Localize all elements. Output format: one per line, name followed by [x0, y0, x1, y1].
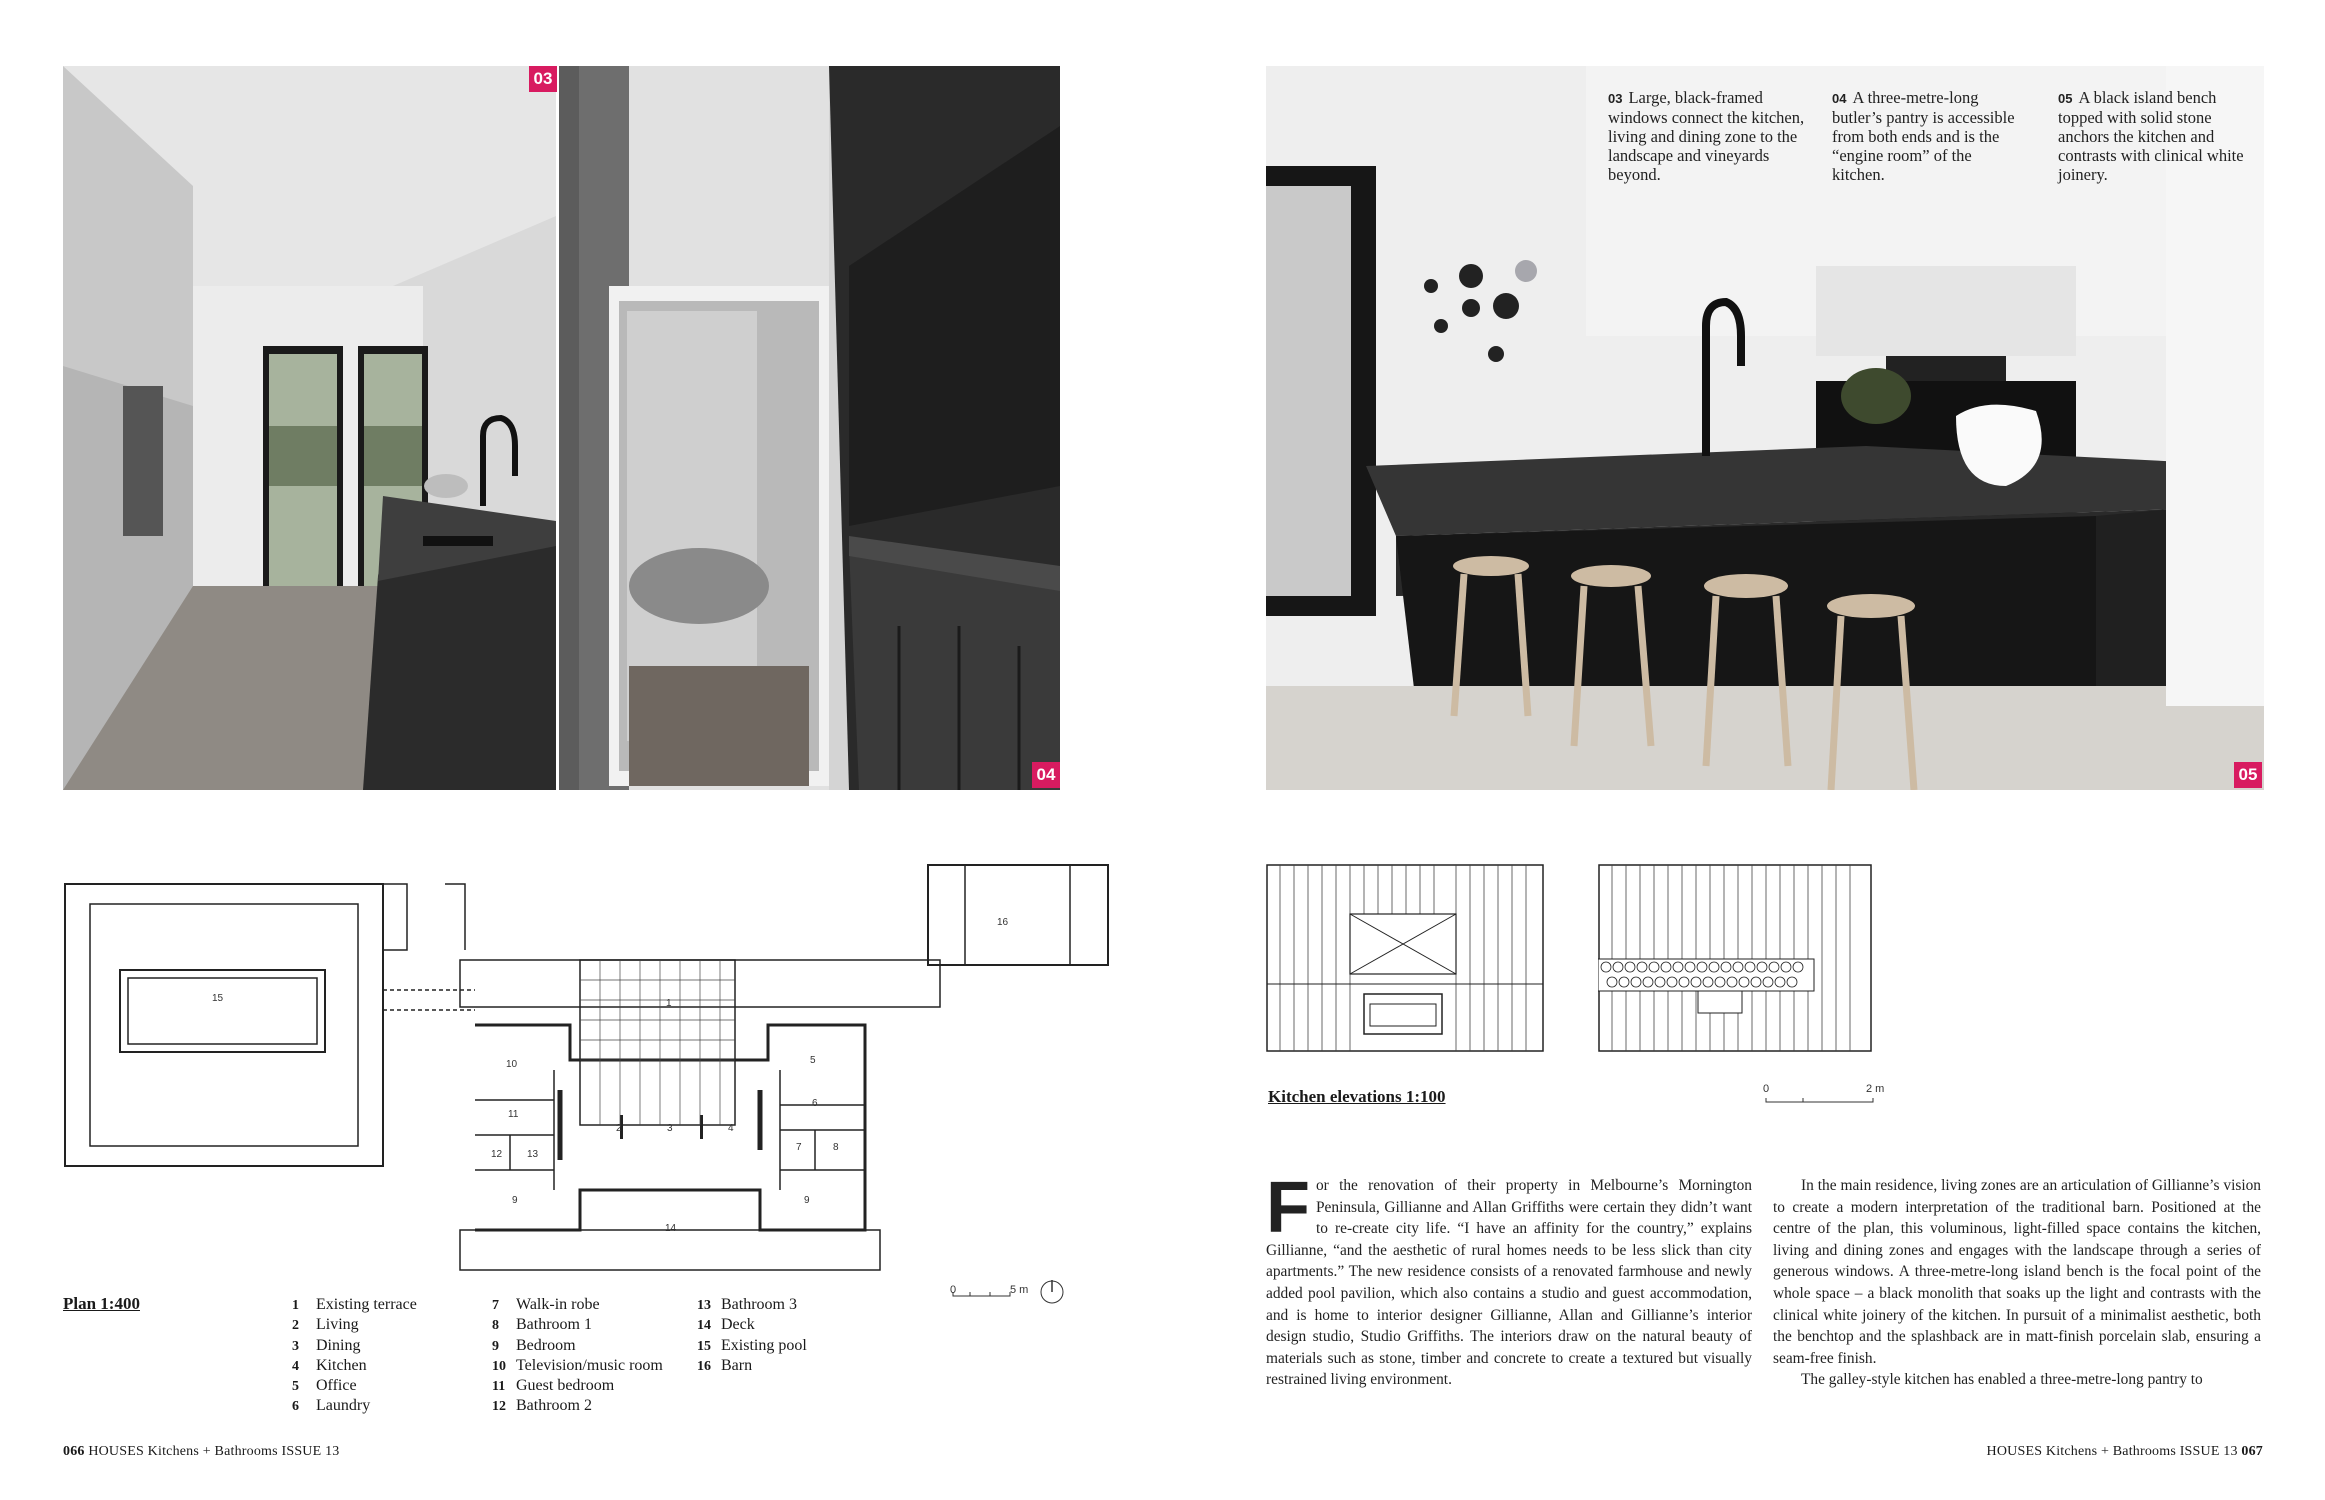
legend-num: 5 [292, 1379, 299, 1395]
photo-03-galley-kitchen [63, 66, 556, 790]
legend-label: Living [316, 1316, 359, 1334]
legend-label: Bathroom 2 [516, 1397, 592, 1415]
legend-label: Existing pool [721, 1336, 807, 1354]
room-num-7: 7 [796, 1142, 802, 1153]
legend-num: 8 [492, 1318, 499, 1334]
folio-left-page-number: 066 [63, 1444, 85, 1459]
plan-scale-start: 0 [950, 1284, 957, 1296]
caption-03-text: Large, black-framed windows connect the kitchen, living and dining zone to the landscape and vineyards beyond. [1608, 88, 1805, 184]
plan-title: Plan 1:400 [63, 1294, 140, 1313]
legend-num: 15 [697, 1338, 711, 1354]
room-num-3: 3 [667, 1123, 673, 1134]
floor-plan-drawing [60, 860, 1120, 1280]
elevations-title: Kitchen elevations 1:100 [1268, 1087, 1446, 1106]
legend-num: 2 [292, 1318, 299, 1334]
room-num-9-left: 9 [512, 1195, 518, 1206]
legend-num: 10 [492, 1358, 506, 1374]
legend-item [492, 1376, 663, 1396]
room-num-11: 11 [508, 1109, 519, 1120]
legend-item [492, 1356, 663, 1376]
legend-item [292, 1356, 417, 1376]
legend-label: Bedroom [516, 1336, 576, 1354]
legend-label: Laundry [316, 1397, 371, 1415]
photo-badge-05: 05 [2234, 762, 2262, 788]
legend-item [492, 1336, 663, 1356]
caption-03 [1608, 88, 1808, 184]
legend-num: 16 [697, 1358, 711, 1374]
legend-item [492, 1396, 663, 1416]
room-num-4: 4 [728, 1123, 734, 1134]
caption-05-number: 05 [2058, 91, 2073, 106]
caption-05-text: A black island bench topped with solid stone anchors the kitchen and contrasts with clinical white joinery. [2058, 88, 2244, 184]
article-dropcap: F [1266, 1168, 1310, 1248]
legend-num: 4 [292, 1358, 299, 1374]
room-num-12: 12 [491, 1149, 503, 1160]
legend-item [697, 1356, 807, 1376]
room-num-14: 14 [665, 1223, 677, 1234]
legend-label: Deck [721, 1316, 755, 1334]
caption-05 [2058, 88, 2254, 184]
kitchen-elevation-b [1598, 864, 1874, 1054]
article-column-2 [1773, 1175, 2261, 1391]
legend-num: 1 [292, 1298, 299, 1313]
caption-04-text: A three-metre-long butler’s pantry is accessible from both ends and is the “engine room” of the kitchen. [1832, 88, 2015, 184]
legend-item [492, 1315, 663, 1335]
plan-legend-col-3 [697, 1295, 807, 1376]
legend-item [292, 1336, 417, 1356]
folio-left-text: HOUSES Kitchens + Bathrooms ISSUE 13 [88, 1444, 340, 1459]
room-num-1: 1 [666, 998, 672, 1009]
folio-right-text: HOUSES Kitchens + Bathrooms ISSUE 13 [1986, 1444, 2238, 1459]
legend-label: Existing terrace [316, 1296, 417, 1313]
plan-legend-col-1 [292, 1295, 417, 1417]
plan-legend-col-2 [492, 1295, 663, 1417]
folio-left [63, 1444, 339, 1460]
article-col2-paragraph-2: The galley-style kitchen has enabled a three-metre-long pantry to [1801, 1371, 2203, 1389]
legend-label: Kitchen [316, 1356, 367, 1374]
photo-badge-03: 03 [529, 66, 557, 92]
legend-label: Bathroom 3 [721, 1296, 797, 1313]
room-num-6: 6 [812, 1098, 818, 1109]
legend-num: 11 [492, 1379, 506, 1395]
caption-03-number: 03 [1608, 91, 1623, 106]
legend-label: Office [316, 1377, 357, 1395]
legend-num: 9 [492, 1338, 499, 1354]
room-num-10: 10 [506, 1059, 518, 1070]
legend-item [292, 1315, 417, 1335]
legend-label: Bathroom 1 [516, 1316, 592, 1334]
room-num-15: 15 [212, 993, 224, 1004]
caption-04 [1832, 88, 2022, 184]
caption-04-number: 04 [1832, 91, 1847, 106]
legend-item [292, 1295, 417, 1315]
kitchen-elevation-a [1266, 864, 1546, 1054]
article-column-1 [1266, 1168, 1752, 1391]
legend-num: 14 [697, 1318, 711, 1334]
legend-label: Barn [721, 1356, 753, 1374]
legend-item [492, 1295, 663, 1315]
legend-num: 7 [492, 1298, 499, 1313]
legend-label: Television/music room [516, 1356, 663, 1374]
legend-label: Guest bedroom [516, 1377, 615, 1395]
room-num-5: 5 [810, 1055, 816, 1066]
legend-num: 3 [292, 1338, 299, 1354]
legend-item [697, 1336, 807, 1356]
folio-right-page-number: 067 [2241, 1444, 2263, 1459]
legend-item [697, 1295, 807, 1315]
plan-scale-end: 5 m [1010, 1284, 1029, 1296]
legend-label: Walk-in robe [516, 1296, 600, 1313]
room-num-2: 2 [616, 1123, 622, 1134]
room-num-13: 13 [527, 1149, 539, 1160]
legend-num: 12 [492, 1399, 506, 1415]
room-num-9-right: 9 [804, 1195, 810, 1206]
article-col2-paragraph-1: In the main residence, living zones are an articulation of Gillianne’s vision to create a modern interpretation of the traditional barn. Positioned at the centre of the plan, this voluminous, light-filled space contains the kitchen, living and dining zones and engages with the landscape through a series of generous windows. A three-metre-long island bench is the focal point of the whole space – a black monolith that soaks up the light and contrasts with the clinical white joinery of the kitchen. In pursuit of a minimalist aesthetic, both the benchtop and the splashback are in matt-finish porcelain slab, ensuring a seam-free finish. [1773, 1177, 2261, 1367]
article-col1-paragraph: or the renovation of their property in Melbourne’s Mornington Peninsula, Gillianne and Allan Griffiths were certain they didn’t want to re-create city life. “I have an affinity for the country,” explains Gillianne, “and the aesthetic of rural homes needs to be less slick than city apartments.” The new residence consists of a renovated farmhouse and newly added pool pavilion, which also contains a studio and guest accommodation, and is home to interior designer Gillianne, Allan and Gillianne’s interior design studio, Studio Griffiths. The interiors draw on the natural beauty of materials such as stone, timber and concrete to create a textured but visually restrained living environment. [1266, 1177, 1752, 1389]
photo-badge-04: 04 [1032, 762, 1060, 788]
elevations-scale-start: 0 [1763, 1083, 1770, 1095]
room-num-16: 16 [997, 917, 1009, 928]
room-num-8: 8 [833, 1142, 839, 1153]
legend-num: 6 [292, 1399, 299, 1415]
elevations-scale-bar [1763, 1092, 1893, 1112]
legend-item [292, 1396, 417, 1416]
legend-item [292, 1376, 417, 1396]
legend-num: 13 [697, 1298, 711, 1313]
legend-item [697, 1315, 807, 1335]
folio-right [1987, 1444, 2263, 1460]
elevations-scale-end: 2 m [1866, 1083, 1885, 1095]
photo-04-butlers-pantry [559, 66, 1060, 790]
legend-label: Dining [316, 1336, 361, 1354]
